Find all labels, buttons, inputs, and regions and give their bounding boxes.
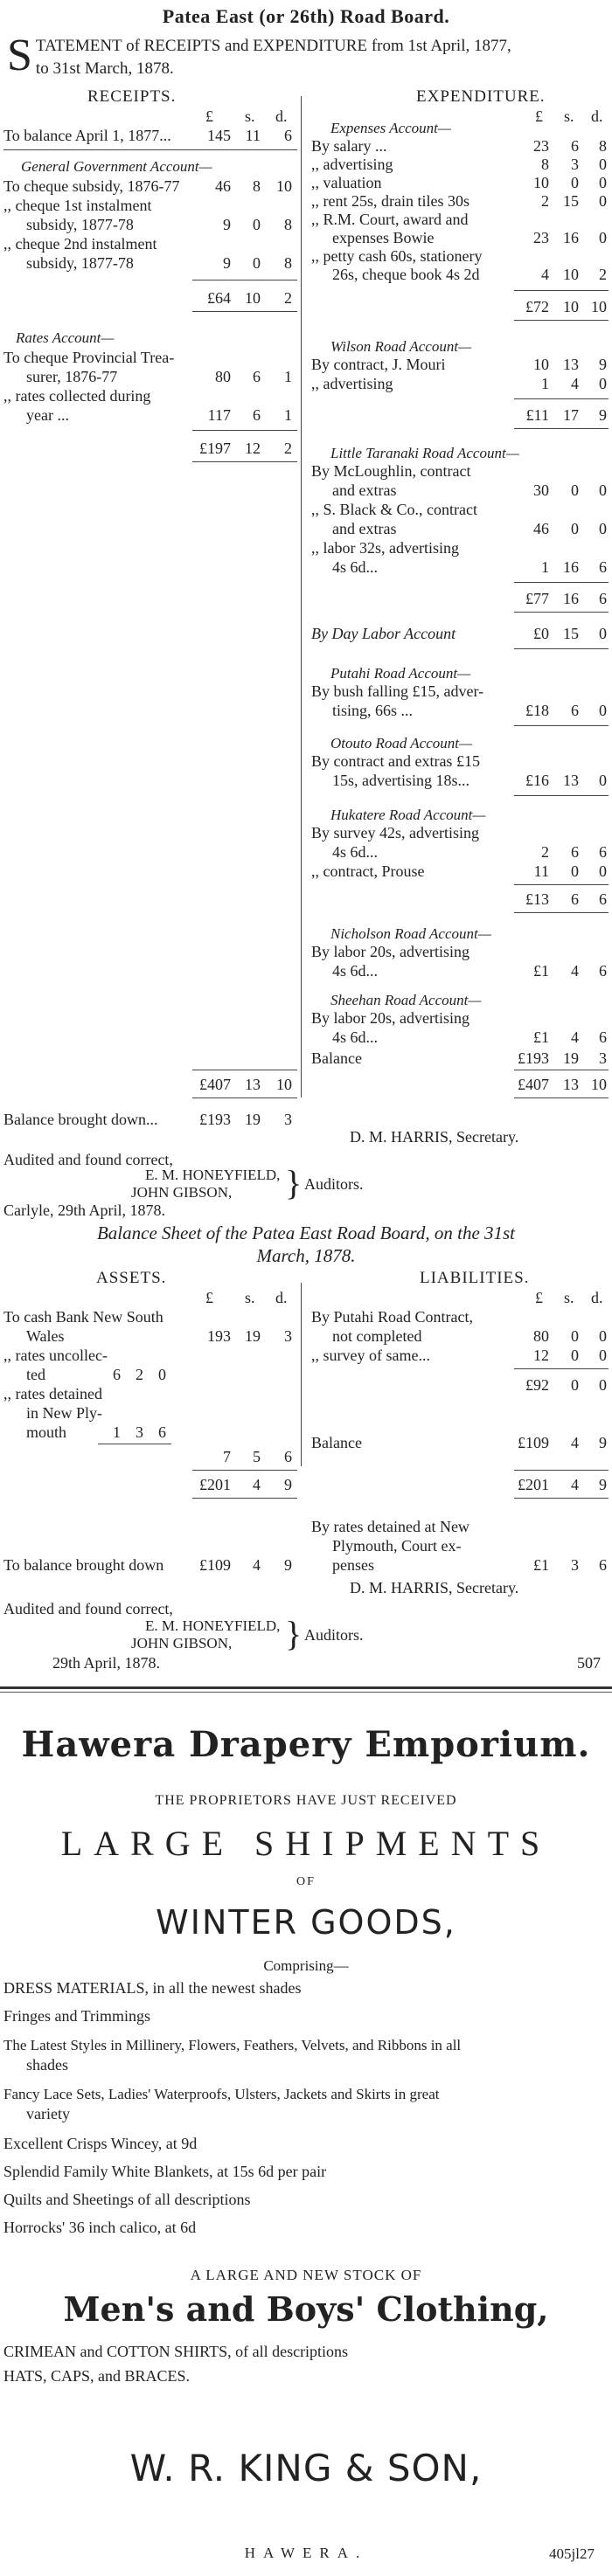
taranaki-line-3-s: 0 [571,520,579,537]
liab-line-1-s: 0 [571,1327,579,1345]
gov-line-4-d: 8 [284,254,292,272]
notice-title: Patea East (or 26th) Road Board. [162,5,450,27]
liab-total-d: 9 [599,1476,607,1493]
rule [3,149,297,150]
asset-line-6-sub-d: 6 [158,1423,166,1441]
liab-total-s: 4 [571,1476,579,1493]
wilson-line-1: ,, advertising [311,375,393,392]
list-item: Fringes and Trimmings [3,2007,151,2025]
statement-heading [7,31,605,80]
assets-col-pence: d. [275,1289,288,1306]
taranaki-total-s: 16 [563,590,579,607]
gov-line-4-s: 0 [253,254,261,272]
to-balance-d: 9 [284,1556,292,1574]
nicholson-line-1: By labor 20s, advertising [311,943,469,960]
sheehan-line-2: 4s 6d... [332,1028,379,1046]
liab-line-1-d: 0 [599,1327,607,1345]
wilson-line-0-d: 9 [599,356,607,373]
wilson-line-1-l: 1 [541,375,549,392]
assets-total-d: 9 [284,1476,292,1493]
expenses-account-heading: Expenses Account— [330,120,452,136]
rates-line-1: surer, 1876-77 [26,368,118,385]
asset-line-0: To cash Bank New South [3,1308,163,1326]
gov-line-0: To cheque subsidy, 1876-77 [3,177,180,195]
balance-sheet-date: 29th April, 1878. [52,1654,161,1672]
asset-line-3-sub-d: 0 [158,1366,166,1383]
balance-sheet-title-2: March, 1878. [256,1245,356,1266]
secretary-signature: D. M. HARRIS, Secretary. [350,1579,519,1596]
rule [514,290,609,291]
taranaki-line-1-s: 0 [571,481,579,499]
asset-line-7-d: 6 [284,1448,292,1465]
to-balance-s: 4 [253,1556,261,1574]
receipts-balance-d: 6 [284,127,292,144]
rule [514,612,609,613]
rates-line-3-s: 6 [253,406,261,424]
liabilities-heading: LIABILITIES. [420,1269,530,1287]
receipts-col-shillings: s. [245,107,255,125]
list-item: variety [26,2105,70,2122]
balance-brought-down-d: 3 [284,1111,292,1128]
gov-line-2: subsidy, 1877-78 [26,216,134,233]
list-item: Splendid Family White Blankets, at 15s 6d per pair [3,2163,327,2180]
section-rule [0,1686,612,1689]
sheehan-account-heading: Sheehan Road Account— [330,992,482,1008]
audited-statement: Audited and found correct, [3,1151,173,1168]
expenditure-heading: EXPENDITURE. [416,87,546,106]
exp-line-3-l: 2 [541,192,549,210]
asset-line-1-s: 19 [245,1327,261,1345]
hats-line: HATS, CAPS, and BRACES. [3,2367,191,2385]
exp-line-0: By salary ... [311,137,387,155]
taranaki-line-5-s: 16 [563,558,579,576]
exp-line-6: ,, petty cash 60s, stationery [311,247,483,265]
place-date: Carlyle, 29th April, 1878. [3,1201,165,1219]
rule [514,1498,609,1499]
rule [192,311,297,312]
rule [192,1470,297,1471]
exp-grand-total-l: £407 [518,1076,549,1093]
brace-glyph: } [285,1163,303,1202]
asset-line-6: mouth [26,1423,67,1441]
rates-detained-l: £1 [533,1556,549,1574]
wilson-account-heading: Wilson Road Account— [330,338,472,355]
taranaki-line-5-d: 6 [599,558,607,576]
exp-line-3: ,, rent 25s, drain tiles 30s [311,192,469,210]
liab-line-2: ,, survey of same... [311,1347,430,1364]
exp-line-0-l: 23 [533,137,549,155]
gov-line-0-d: 10 [276,177,292,195]
exp-line-3-d: 0 [599,192,607,210]
liab-subtotal-s: 0 [571,1376,579,1394]
gov-line-4: subsidy, 1877-78 [26,254,134,272]
rates-line-0: To cheque Provincial Trea- [3,349,175,366]
receipts-balance-s: 11 [245,127,261,144]
asset-line-7-s: 5 [253,1448,261,1465]
to-balance-l: £109 [199,1556,231,1574]
rates-account-heading: Rates Account— [16,329,115,346]
rule [514,884,609,885]
exp-line-0-d: 8 [599,137,607,155]
rule [192,461,297,462]
gov-total-d: 2 [284,289,292,307]
rule [514,1470,609,1471]
receipts-balance-l: 145 [207,127,231,144]
hukatere-line-2-l: 11 [533,862,549,880]
to-balance-label: To balance brought down [3,1556,164,1574]
receipts-col-pence: d. [275,107,288,125]
putahi-line-1: By bush falling £15, adver- [311,682,484,700]
rates-line-3: year ... [26,406,69,424]
rule [192,1498,297,1499]
list-item: Horrocks' 36 inch calico, at 6d [3,2219,197,2236]
daylabor-d: 0 [599,625,607,642]
rule [514,648,609,649]
taranaki-line-1-l: 30 [533,481,549,499]
daylabor-label: By Day Labor Account [311,625,456,642]
asset-line-6-sub-s: 3 [136,1423,143,1441]
new-stock-line: A LARGE AND NEW STOCK OF [190,2267,422,2283]
assets-col-pound: £ [205,1289,213,1306]
rates-detained-line-2: Plymouth, Court ex- [332,1537,462,1555]
exp-line-2-s: 0 [571,174,579,191]
rates-line-1-s: 6 [253,368,261,385]
hukatere-line-2-s: 0 [571,862,579,880]
rates-line-3-l: 117 [207,406,231,424]
taranaki-line-1-d: 0 [599,481,607,499]
firm-name: W. R. KING & SON, [129,2447,483,2489]
assets-heading: ASSETS. [96,1269,167,1287]
liab-col-shillings: s. [564,1289,574,1306]
otouto-account-heading: Otouto Road Account— [330,735,473,751]
liab-balance-d: 9 [599,1434,607,1451]
asset-line-7-l: 7 [223,1448,231,1465]
asset-line-3-sub-l: 6 [113,1366,121,1383]
gov-line-1: ,, cheque 1st instalment [3,197,152,214]
liab-line-0: By Putahi Road Contract, [311,1308,473,1326]
auditors-label: Auditors. [304,1626,364,1644]
asset-line-4: ,, rates detained [3,1385,102,1402]
firm-town: HAWERA. [244,2545,368,2561]
taranaki-account-heading: Little Taranaki Road Account— [330,445,519,461]
sheehan-s: 4 [571,1028,579,1046]
hukatere-total-d: 6 [599,890,607,908]
mens-clothing: Men's and Boys' Clothing, [63,2289,549,2329]
assets-total-s: 4 [253,1476,261,1493]
large-shipments: LARGE SHIPMENTS [60,1824,552,1863]
taranaki-line-5: 4s 6d... [332,558,379,576]
list-item: The Latest Styles in Millinery, Flowers, Feathers, Velvets, and Ribbons in all [3,2037,462,2053]
taranaki-line-5-l: 1 [541,558,549,576]
list-item: shades [26,2056,68,2074]
statement-line-1: TATEMENT of RECEIPTS and EXPENDITURE from 1st April, 1877, [35,37,511,55]
rule [514,912,609,913]
rule [514,725,609,726]
exp-line-1: ,, advertising [311,156,393,173]
daylabor-s: 15 [563,625,579,642]
auditor-name: E. M. HONEYFIELD, [145,1617,281,1634]
gov-line-2-s: 0 [253,216,261,233]
store-name: Hawera Drapery Emporium. [21,1724,591,1765]
winter-goods: WINTER GOODS, [156,1903,456,1942]
auditor-name: JOHN GIBSON, [131,1184,233,1201]
asset-line-1-d: 3 [284,1327,292,1345]
exp-col-pence: d. [591,107,603,125]
asset-line-6-sub-l: 1 [113,1423,121,1441]
exp-line-0-s: 6 [571,137,579,155]
liab-line-2-l: 12 [533,1347,549,1364]
rates-line-2: ,, rates collected during [3,387,151,405]
list-item: DRESS MATERIALS, in all the newest shades [3,1979,302,1997]
taranaki-line-4: ,, labor 32s, advertising [311,539,459,557]
putahi-account-heading: Putahi Road Account— [330,665,471,682]
asset-line-2: ,, rates uncollec- [3,1347,108,1364]
taranaki-line-1: and extras [332,481,397,499]
exp-col-pound: £ [535,107,543,125]
exp-balance-d: 3 [599,1049,607,1067]
otouto-d: 0 [599,772,607,789]
rates-detained-s: 3 [571,1556,579,1574]
expenses-total-l: £72 [525,298,549,315]
receipts-balance-label: To balance April 1, 1877... [3,127,171,144]
rates-detained-line-3: penses [332,1556,374,1574]
liab-col-pound: £ [535,1289,543,1306]
rule [514,398,609,399]
hukatere-total-s: 6 [571,890,579,908]
exp-line-2-l: 10 [533,174,549,191]
taranaki-line-3-d: 0 [599,520,607,537]
gov-total-l: £64 [207,289,231,307]
exp-line-7: 26s, cheque book 4s 2d [332,266,480,283]
asset-line-5: in New Ply- [26,1404,102,1422]
receipts-grand-total-s: 13 [245,1076,261,1093]
nicholson-d: 6 [599,962,607,980]
exp-col-shillings: s. [564,107,574,125]
column-divider [301,1283,302,1466]
wilson-line-0-s: 13 [563,356,579,373]
otouto-l: £16 [525,772,549,789]
expenses-total-d: 10 [591,298,607,315]
exp-line-2: ,, valuation [311,174,382,191]
gov-line-2-l: 9 [223,216,231,233]
exp-line-7-l: 4 [541,266,549,283]
expenses-total-s: 10 [563,298,579,315]
gov-line-2-d: 8 [284,216,292,233]
list-item: Fancy Lace Sets, Ladies' Waterproofs, Ulsters, Jackets and Skirts in great [3,2086,440,2102]
exp-line-1-s: 3 [571,156,579,173]
putahi-line-2: tising, 66s ... [332,702,414,719]
putahi-l: £18 [525,702,549,719]
hukatere-line-0: By survey 42s, advertising [311,824,479,841]
wilson-line-0: By contract, J. Mouri [311,356,446,373]
exp-line-5: expenses Bowie [332,229,435,246]
liab-subtotal-d: 0 [599,1376,607,1394]
rates-detained-d: 6 [599,1556,607,1574]
liab-line-1: not completed [332,1327,422,1345]
rule [514,320,609,321]
secretary-signature: D. M. HARRIS, Secretary. [350,1128,519,1146]
putahi-d: 0 [599,702,607,719]
liab-line-1-l: 80 [533,1327,549,1345]
balance-brought-down-label: Balance brought down... [3,1111,158,1128]
wilson-total-s: 17 [563,406,579,424]
putahi-s: 6 [571,702,579,719]
rates-total-l: £197 [199,440,231,457]
sheehan-line-1: By labor 20s, advertising [311,1009,469,1027]
proprietors-line: THE PROPRIETORS HAVE JUST RECEIVED [155,1793,457,1808]
list-item: Quilts and Sheetings of all descriptions [3,2191,251,2208]
nicholson-l: £1 [533,962,549,980]
nicholson-line-2: 4s 6d... [332,962,379,980]
statement-line-2: to 31st March, 1878. [35,59,174,78]
rule [514,428,609,429]
drop-capital: S [7,31,32,80]
taranaki-total-l: £77 [525,590,549,607]
wilson-total-l: £11 [525,406,549,424]
liab-subtotal-l: £92 [525,1376,549,1394]
hukatere-line-1: 4s 6d... [332,843,379,861]
section-rule [0,1692,612,1693]
liab-line-2-s: 0 [571,1347,579,1364]
asset-line-1-l: 193 [207,1327,231,1345]
hukatere-line-1-l: 2 [541,843,549,861]
sheehan-d: 6 [599,1028,607,1046]
nicholson-account-heading: Nicholson Road Account— [330,925,491,942]
wilson-total-d: 9 [599,406,607,424]
auditor-name: JOHN GIBSON, [131,1635,233,1652]
hukatere-account-heading: Hukatere Road Account— [330,807,486,823]
exp-line-5-d: 0 [599,229,607,246]
receipts-heading: RECEIPTS. [87,87,177,106]
hukatere-line-1-s: 6 [571,843,579,861]
nicholson-s: 4 [571,962,579,980]
taranaki-line-0: By McLoughlin, contract [311,462,471,480]
gov-line-0-s: 8 [253,177,261,195]
otouto-line-1: By contract and extras £15 [311,752,480,770]
notice-ref: 507 [577,1654,601,1672]
receipts-grand-total-l: £407 [199,1076,231,1093]
exp-grand-total-d: 10 [591,1076,607,1093]
rates-line-3-d: 1 [284,406,292,424]
exp-line-5-s: 16 [563,229,579,246]
liab-total-l: £201 [518,1476,549,1493]
of-word: OF [296,1875,316,1888]
balance-brought-down-l: £193 [199,1111,231,1128]
exp-balance-l: £193 [518,1049,549,1067]
rates-line-1-d: 1 [284,368,292,385]
gov-line-3: ,, cheque 2nd instalment [3,235,157,253]
rule [514,1368,609,1369]
otouto-line-2: 15s, advertising 18s... [332,772,469,789]
exp-line-1-l: 8 [541,156,549,173]
auditors-label: Auditors. [304,1175,364,1193]
exp-line-7-d: 2 [599,266,607,283]
taranaki-total-d: 6 [599,590,607,607]
exp-balance-label: Balance [311,1049,362,1067]
rates-total-d: 2 [284,440,292,457]
gov-account-heading: General Government Account— [21,158,212,175]
assets-total-l: £201 [199,1476,231,1493]
exp-line-2-d: 0 [599,174,607,191]
taranaki-line-3-l: 46 [533,520,549,537]
rule [514,795,609,796]
liab-balance-s: 4 [571,1434,579,1451]
audited-statement: Audited and found correct, [3,1600,173,1617]
taranaki-line-2: ,, S. Black & Co., contract [311,501,477,518]
hukatere-line-2-d: 0 [599,862,607,880]
hukatere-line-2: ,, contract, Prouse [311,862,425,880]
wilson-line-1-s: 4 [571,375,579,392]
brace-glyph: } [285,1614,303,1653]
hukatere-line-1-d: 6 [599,843,607,861]
liab-balance-label: Balance [311,1434,362,1451]
liab-balance-l: £109 [518,1434,549,1451]
liab-line-2-d: 0 [599,1347,607,1364]
rates-line-1-l: 80 [215,368,231,385]
assets-col-shillings: s. [245,1289,255,1306]
wilson-line-1-d: 0 [599,375,607,392]
balance-sheet-title-1: Balance Sheet of the Patea East Road Board, on the 31st [96,1222,516,1243]
exp-grand-total-s: 13 [563,1076,579,1093]
column-divider [301,96,302,1098]
rates-total-s: 12 [245,440,261,457]
taranaki-line-3: and extras [332,520,397,537]
rule [192,430,297,431]
sheehan-l: £1 [533,1028,549,1046]
gov-total-s: 10 [245,289,261,307]
asset-line-3: ted [26,1366,45,1383]
daylabor-l: £0 [533,625,549,642]
receipts-grand-total-d: 10 [276,1076,292,1093]
balance-brought-down-s: 19 [245,1111,261,1128]
gov-line-4-l: 9 [223,254,231,272]
exp-line-5-l: 23 [533,229,549,246]
gov-line-0-l: 46 [215,177,231,195]
list-item: Excellent Crisps Wincey, at 9d [3,2135,198,2152]
exp-line-4: ,, R.M. Court, award and [311,211,469,228]
advert-ref: 405jl27 [549,2545,595,2562]
asset-line-3-sub-s: 2 [136,1366,143,1383]
liab-col-pence: d. [591,1289,603,1306]
receipts-col-pound: £ [205,107,213,125]
exp-balance-s: 19 [563,1049,579,1067]
asset-line-1: Wales [26,1327,65,1345]
hukatere-total-l: £13 [525,890,549,908]
exp-line-1-d: 0 [599,156,607,173]
auditor-name: E. M. HONEYFIELD, [145,1167,281,1183]
otouto-s: 13 [563,772,579,789]
comprising-label: Comprising— [263,1957,349,1974]
rates-detained-line-1: By rates detained at New [311,1518,469,1535]
exp-line-3-s: 15 [563,192,579,210]
exp-line-7-s: 10 [563,266,579,283]
rule [514,582,609,583]
wilson-line-0-l: 10 [533,356,549,373]
balance-sheet-title [0,1222,612,1267]
shirts-line: CRIMEAN and COTTON SHIRTS, of all descriptions [3,2343,349,2360]
